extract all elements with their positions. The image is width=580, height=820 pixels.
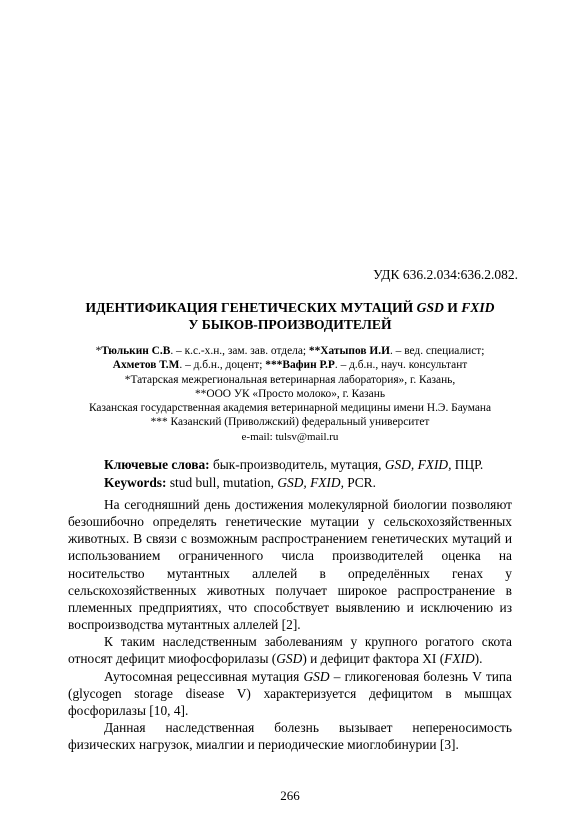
authors-line1: *Тюлькин С.В. – к.с.-х.н., зам. зав. отдела; **Хатыпов И.И. – вед. специалист; (95, 345, 485, 357)
title-gene-fxid: FXID (461, 300, 495, 315)
keywords-en: Keywords: stud bull, mutation, GSD, FXID, PCR. (104, 474, 376, 490)
title-line2: У БЫКОВ-ПРОИЗВОДИТЕЛЕЙ (188, 317, 392, 332)
title-gene-gsd: GSD (416, 300, 444, 315)
article-body (68, 496, 512, 753)
paragraph: Данная наследственная болезнь вызывает непереносимость физических нагрузок, миалгии и периодические миоглобинурии [3]. (68, 720, 512, 753)
title-line1: ИДЕНТИФИКАЦИЯ ГЕНЕТИЧЕСКИХ МУТАЦИЙ GSD И FXID (85, 300, 495, 315)
affiliation: **ООО УК «Просто молоко», г. Казань (194, 387, 386, 400)
keywords-block (104, 456, 483, 491)
author-name: Хатыпов И.И (320, 345, 390, 357)
affiliation: *Татарская межрегиональная ветеринарная лаборатория», г. Казань, (124, 373, 456, 386)
author-name: Тюлькин С.В (101, 345, 171, 357)
udk-code: УДК 636.2.034:636.2.082. (373, 267, 518, 282)
article-title (62, 299, 518, 333)
author-name: Ахметов Т.М (112, 359, 180, 372)
paragraph: Аутосомная рецессивная мутация GSD – гликогеновая болезнь V типа (glycogen storage disease V) характеризуется дефицитом в мышцах фосфорилазы [10, 4]. (68, 668, 512, 718)
affiliation: *** Казанский (Приволжский) федеральный университет (150, 416, 430, 429)
affiliation: Казанская государственная академия ветеринарной медицины имени Н.Э. Баумана (88, 402, 492, 415)
contact-email: e-mail: tulsv@mail.ru (241, 430, 339, 443)
page-number: 266 (280, 788, 300, 803)
author-name: Вафин Р.Р (282, 359, 335, 372)
paragraph: К таким наследственным заболеваниям у крупного рогатого скота относят дефицит миофосфорилазы (GSD) и дефицит фактора XI (FXID). (68, 634, 512, 667)
authors-block (55, 344, 525, 444)
authors-line2: Ахметов Т.М. – д.б.н., доцент; ***Вафин Р.Р. – д.б.н., науч. консультант (112, 359, 468, 372)
keywords-ru: Ключевые слова: бык-производитель, мутация, GSD, FXID, ПЦР. (104, 457, 484, 472)
paragraph: На сегодняшний день достижения молекулярной биологии позволяют безошибочно определять генетические мутации у сельскохозяйственных животных. В связи с возможным распространением генетических мутаций и использованием ограниченного числа производителей оценка на носительство мутантных аллелей в определённых генах у сельскохозяйственных животных получает широкое распространение в племенных предприятиях, что способствует выявлению и исключению из воспроизводства мутантных аллелей [2]. (68, 497, 512, 633)
